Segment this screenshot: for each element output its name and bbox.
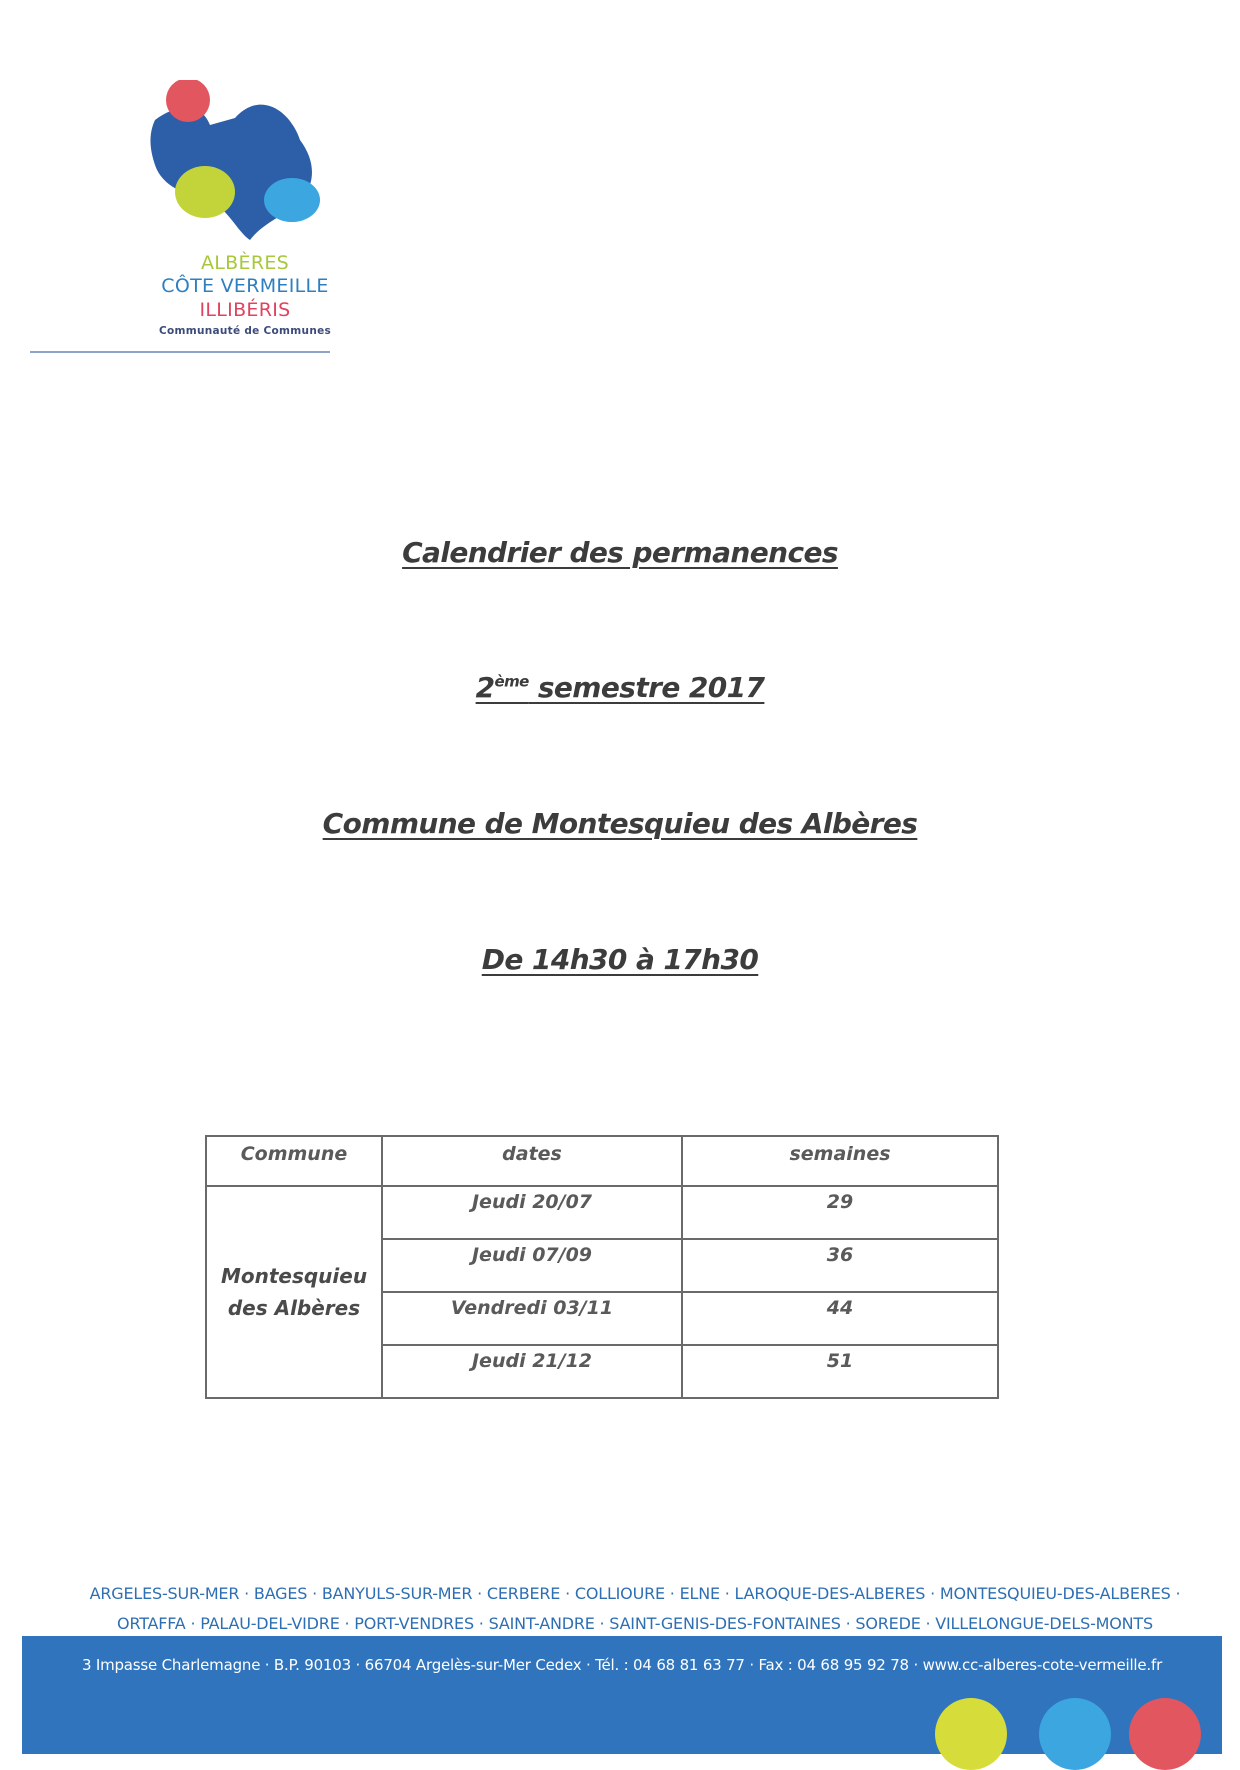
table-header-row: [206, 1136, 998, 1186]
footer-red-dot: [1129, 1698, 1201, 1770]
commune-name-line1: Montesquieu: [220, 1264, 368, 1288]
date-cell: Jeudi 07/09: [382, 1239, 682, 1292]
logo-text-line2: CÔTE VERMEILLE: [161, 275, 329, 297]
footer-band: [22, 1636, 1222, 1754]
logo-green-dot: [175, 166, 235, 218]
hours-heading: De 14h30 à 17h30: [481, 943, 759, 976]
header-weeks: semaines: [682, 1136, 998, 1186]
commune-cell: [206, 1186, 382, 1398]
logo-text-line1: ALBÈRES: [201, 252, 289, 274]
member-communes-line1: ARGELES-SUR-MER · BAGES · BANYULS-SUR-MER · CERBERE · COLLIOURE · ELNE · LAROQUE-DES-ALBERES · MONTESQUIEU-DES-ALBERES ·: [89, 1584, 1181, 1603]
commune-heading: Commune de Montesquieu des Albères: [322, 807, 918, 840]
semester-text: semestre 2017: [528, 671, 765, 704]
document-title: Calendrier des permanences: [402, 536, 838, 569]
logo-divider: [30, 351, 330, 353]
logo-text-line3: ILLIBÉRIS: [199, 299, 291, 321]
header-dates: dates: [382, 1136, 682, 1186]
semester-number: 2: [475, 671, 495, 704]
logo: [140, 80, 350, 350]
semester-ordinal: ème: [494, 672, 529, 691]
week-cell: 44: [682, 1292, 998, 1345]
date-cell: Jeudi 20/07: [382, 1186, 682, 1239]
table-row: [206, 1186, 998, 1239]
week-cell: 51: [682, 1345, 998, 1398]
footer-green-dot: [935, 1698, 1007, 1770]
logo-red-dot: [166, 80, 210, 122]
logo-text-line4: Communauté de Communes: [158, 325, 332, 337]
date-cell: Jeudi 21/12: [382, 1345, 682, 1398]
footer-address: 3 Impasse Charlemagne · B.P. 90103 · 66704 Argelès-sur-Mer Cedex · Tél. : 04 68 81 63 77 · Fax : 04 68 95 92 78 · www.cc-alberes-cote-vermeille.fr: [81, 1656, 1163, 1674]
week-cell: 36: [682, 1239, 998, 1292]
logo-emblem: [140, 80, 350, 265]
member-communes-line2: ORTAFFA · PALAU-DEL-VIDRE · PORT-VENDRES · SAINT-ANDRE · SAINT-GENIS-DES-FONTAINES · SOREDE · VILLELONGUE-DELS-MONTS: [117, 1614, 1153, 1633]
semester-heading: [0, 671, 1240, 704]
commune-name-line2: des Albères: [227, 1296, 361, 1320]
header-commune: Commune: [206, 1136, 382, 1186]
footer-blue-dot: [1039, 1698, 1111, 1770]
schedule-table-wrapper: [205, 1135, 999, 1399]
week-cell: 29: [682, 1186, 998, 1239]
date-cell: Vendredi 03/11: [382, 1292, 682, 1345]
schedule-table: [205, 1135, 999, 1399]
logo-light-blue-dot: [264, 178, 320, 222]
